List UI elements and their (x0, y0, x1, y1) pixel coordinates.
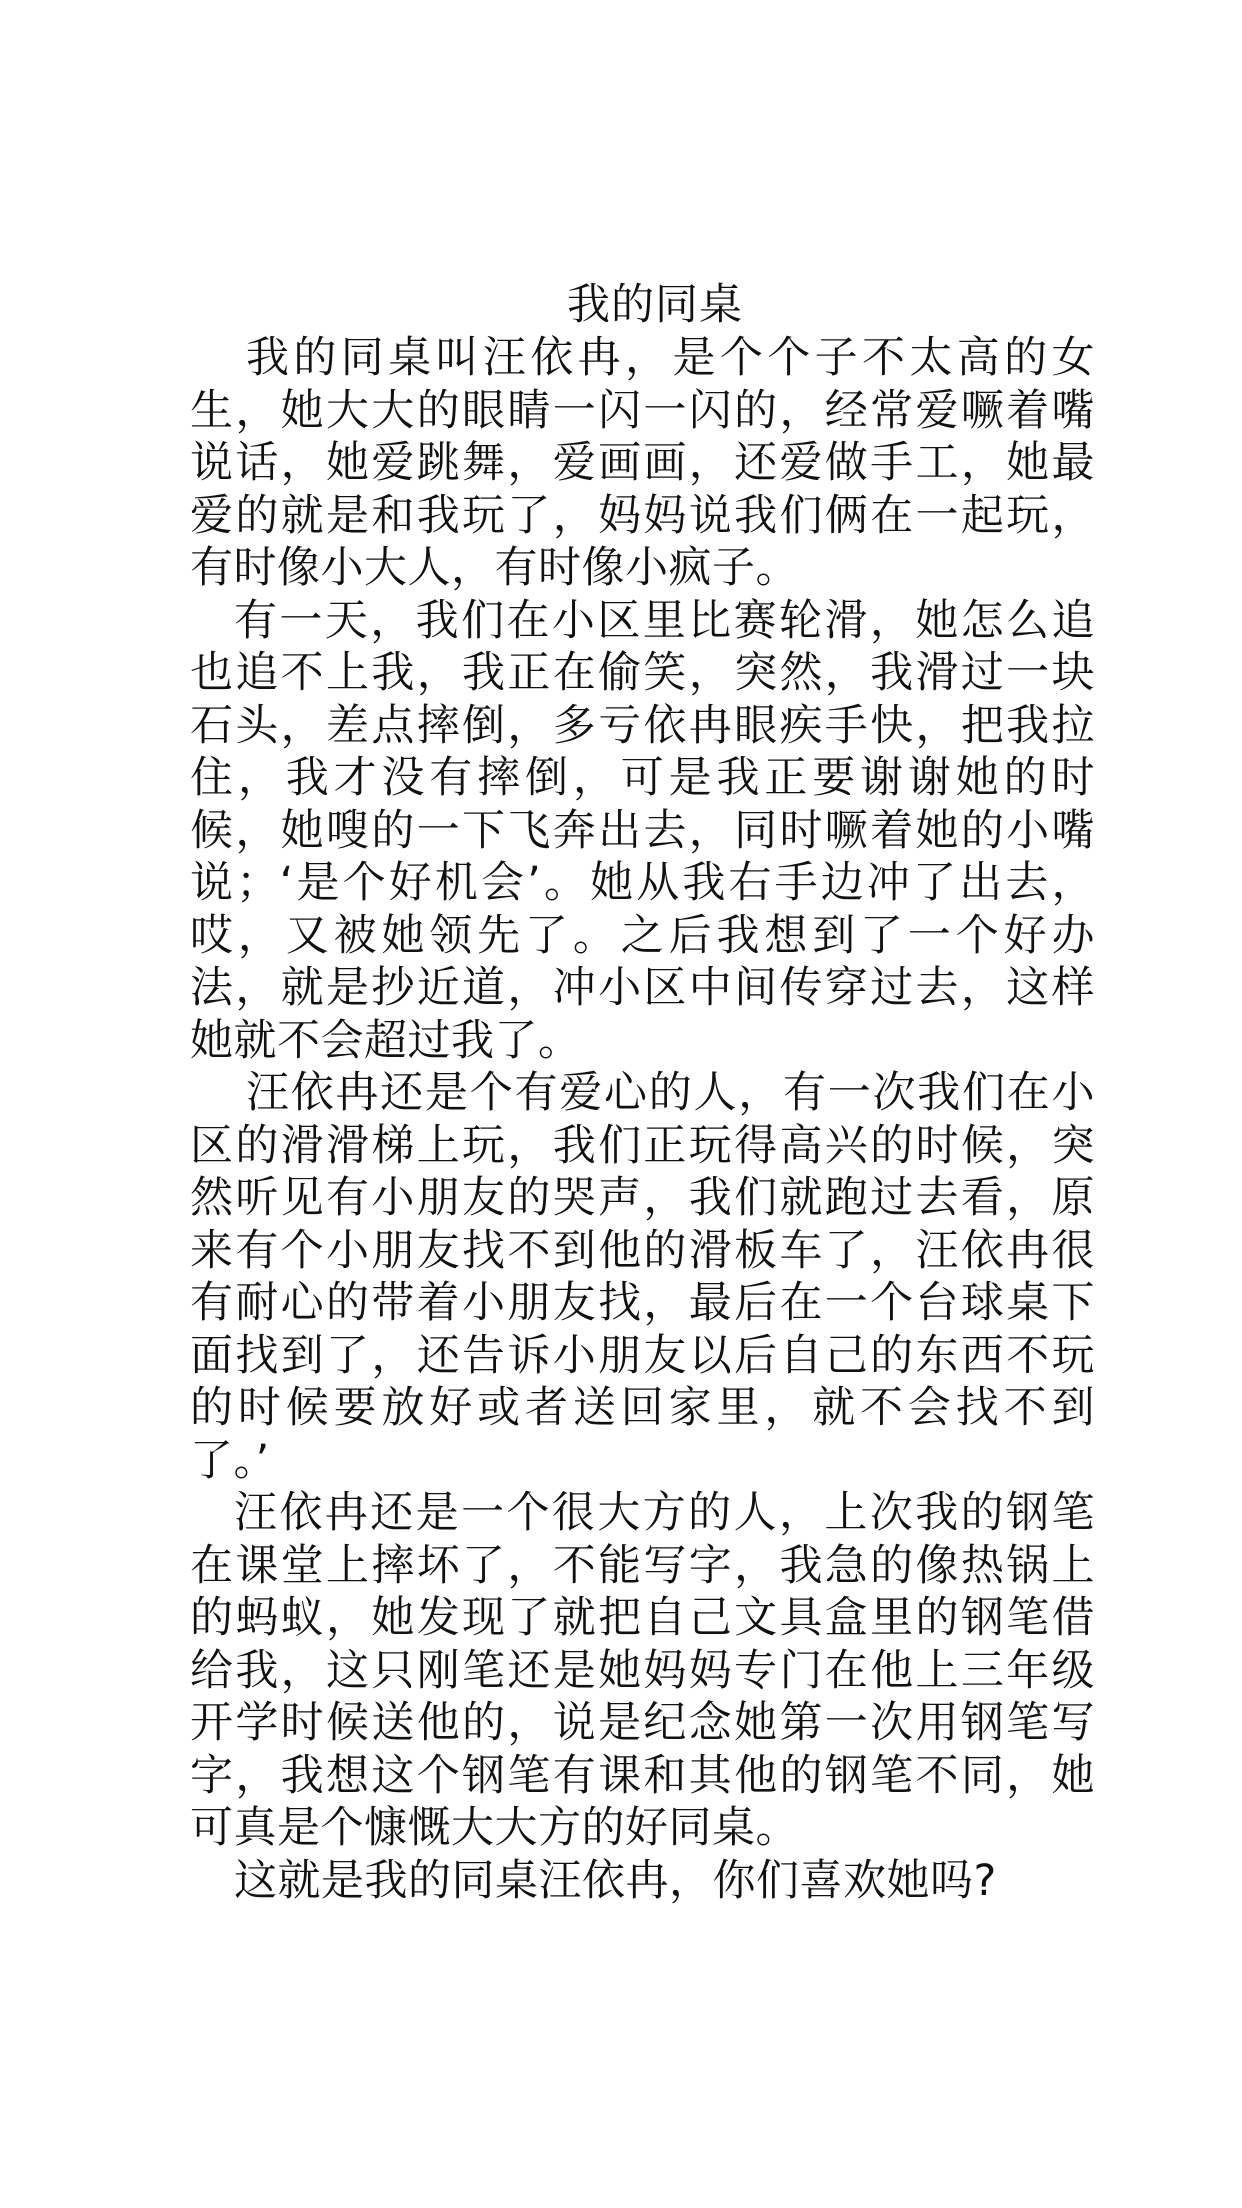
paragraph-3: 汪依冉还是个有爱心的人，有一次我们在小区的滑滑梯上玩，我们正玩得高兴的时候，突然听见有小朋友的哭声，我们就跑过去看，原来有个小朋友找不到他的滑板车了，汪依冉很有耐心的带着小朋友找，最后在一个台球桌下面找到了，还告诉小朋友以后自己的东西不玩的时候要放好或者送回家里，就不会找不到了。’ (190, 1068, 1095, 1486)
paragraph-5: 这就是我的同桌汪依冉，你们喜欢她吗? (234, 1855, 997, 1906)
essay-body (190, 332, 1095, 1907)
document-title: 我的同桌 (567, 280, 743, 330)
paragraph-2: 有一天，我们在小区里比赛轮滑，她怎么追也追不上我，我正在偷笑，突然，我滑过一块石头，差点摔倒，多亏依冉眼疾手快，把我拉住，我才没有摔倒，可是我正要谢谢她的时候，她嗖的一下飞奔出去，同时噘着她的小嘴说；‘是个好机会’。她从我右手边冲了出去，哎，又被她领先了。之后我想到了一个好办法，就是抄近道，冲小区中间传穿过去，这样她就不会超过我了。 (190, 595, 1095, 1066)
paragraph-4: 汪依冉还是一个很大方的人，上次我的钢笔在课堂上摔坏了，不能写字，我急的像热锅上的蚂蚁，她发现了就把自己文具盒里的钢笔借给我，这只刚笔还是她妈妈专门在他上三年级开学时候送他的，说是纪念她第一次用钢笔写字，我想这个钢笔有课和其他的钢笔不同，她可真是个慷慨大大方的好同桌。 (190, 1488, 1095, 1853)
paragraph-1: 我的同桌叫汪依冉，是个个子不太高的女生，她大大的眼睛一闪一闪的，经常爱噘着嘴说话，她爱跳舞，爱画画，还爱做手工，她最爱的就是和我玩了，妈妈说我们俩在一起玩，有时像小大人，有时像小疯子。 (190, 333, 1095, 593)
